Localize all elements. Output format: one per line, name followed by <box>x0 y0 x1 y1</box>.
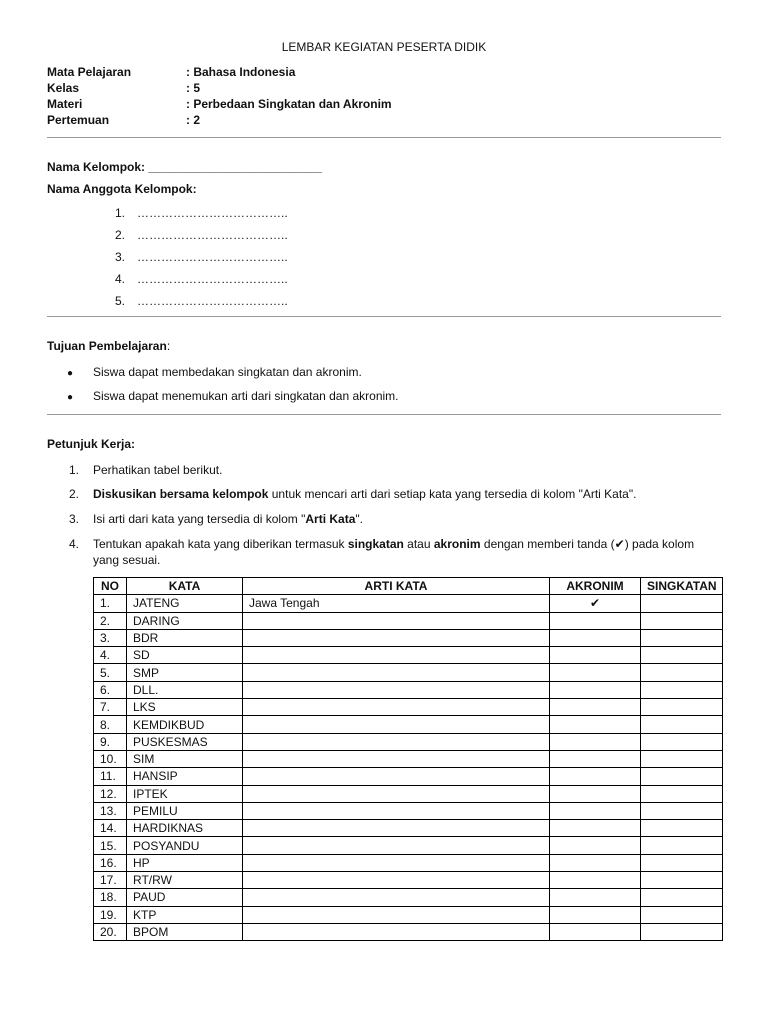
member-line <box>115 249 288 265</box>
objectives-heading-colon: : <box>166 339 171 353</box>
table-row <box>94 768 723 785</box>
table-row <box>94 872 723 889</box>
step-number: 3. <box>69 512 80 526</box>
cell-kata: BDR <box>127 629 243 646</box>
cell-kata: SD <box>127 647 243 664</box>
cell-akronim[interactable] <box>550 612 641 629</box>
cell-singkatan[interactable] <box>641 802 723 819</box>
cell-singkatan[interactable] <box>641 768 723 785</box>
cell-kata: HARDIKNAS <box>127 820 243 837</box>
cell-kata: PAUD <box>127 889 243 906</box>
cell-arti-kata[interactable] <box>243 872 550 889</box>
step-bold: Diskusikan bersama kelompok <box>93 487 269 501</box>
instructions-heading: Petunjuk Kerja: <box>47 437 136 451</box>
member-blank: ……………………………….. <box>137 272 288 286</box>
instruction-step <box>69 511 719 527</box>
worksheet-table <box>93 577 723 941</box>
instruction-step <box>69 486 719 502</box>
cell-akronim[interactable] <box>550 647 641 664</box>
step-bold: singkatan <box>347 537 404 551</box>
cell-no: 4. <box>94 647 127 664</box>
cell-kata: RT/RW <box>127 872 243 889</box>
cell-arti-kata[interactable] <box>243 906 550 923</box>
meta-label: Mata Pelajaran <box>47 65 132 79</box>
objectives-heading-text: Tujuan Pembelajaran <box>47 339 167 353</box>
cell-singkatan[interactable] <box>641 699 723 716</box>
member-blank: ……………………………….. <box>137 206 288 220</box>
cell-singkatan[interactable] <box>641 854 723 871</box>
table-row <box>94 837 723 854</box>
cell-no: 3. <box>94 629 127 646</box>
member-number: 4. <box>115 272 126 286</box>
cell-singkatan[interactable] <box>641 595 723 612</box>
cell-arti-kata[interactable] <box>243 854 550 871</box>
meta-row-material <box>47 96 392 112</box>
header-singkatan: SINGKATAN <box>641 578 723 595</box>
cell-akronim[interactable] <box>550 785 641 802</box>
table-row <box>94 923 723 940</box>
table-row <box>94 716 723 733</box>
cell-singkatan[interactable] <box>641 923 723 940</box>
instruction-step <box>69 462 719 478</box>
cell-singkatan[interactable] <box>641 906 723 923</box>
cell-akronim[interactable] <box>550 664 641 681</box>
cell-akronim[interactable] <box>550 820 641 837</box>
cell-arti-kata[interactable]: Jawa Tengah <box>243 595 550 612</box>
members-label: Nama Anggota Kelompok: <box>47 182 197 196</box>
meta-row-meeting <box>47 112 392 128</box>
table-row <box>94 629 723 646</box>
cell-singkatan[interactable] <box>641 837 723 854</box>
step-post: ". <box>355 512 363 526</box>
cell-singkatan[interactable] <box>641 664 723 681</box>
cell-singkatan[interactable] <box>641 733 723 750</box>
cell-no: 1. <box>94 595 127 612</box>
step-text: Perhatikan tabel berikut. <box>93 463 223 477</box>
cell-no: 9. <box>94 733 127 750</box>
cell-kata: DLL. <box>127 681 243 698</box>
cell-arti-kata[interactable] <box>243 733 550 750</box>
member-line <box>115 293 288 309</box>
cell-kata: JATENG <box>127 595 243 612</box>
cell-singkatan[interactable] <box>641 647 723 664</box>
cell-kata: HANSIP <box>127 768 243 785</box>
step-bold: akronim <box>433 537 481 551</box>
cell-no: 16. <box>94 854 127 871</box>
step-mid: atau <box>403 537 434 551</box>
member-blank: ……………………………….. <box>137 228 288 242</box>
step-pre: Isi arti dari kata yang tersedia di kolom " <box>93 512 306 526</box>
cell-arti-kata[interactable] <box>243 612 550 629</box>
cell-singkatan[interactable] <box>641 820 723 837</box>
step-number: 4. <box>69 537 80 551</box>
cell-arti-kata[interactable] <box>243 820 550 837</box>
divider <box>47 414 721 415</box>
table-row <box>94 854 723 871</box>
table-row <box>94 750 723 767</box>
cell-akronim[interactable] <box>550 681 641 698</box>
cell-akronim[interactable] <box>550 733 641 750</box>
cell-no: 13. <box>94 802 127 819</box>
table-row <box>94 889 723 906</box>
meta-label: Materi <box>47 97 83 111</box>
step-post: dengan memberi tanda (✔) pada kolom yang sesuai. <box>93 537 695 567</box>
cell-no: 2. <box>94 612 127 629</box>
objective-item <box>67 388 399 404</box>
table-row <box>94 733 723 750</box>
group-name-label: Nama Kelompok: __________________________ <box>47 160 322 174</box>
cell-no: 10. <box>94 750 127 767</box>
divider <box>47 137 721 138</box>
table-row <box>94 785 723 802</box>
cell-akronim[interactable] <box>550 716 641 733</box>
table-row <box>94 699 723 716</box>
meta-value: : 5 <box>186 81 201 95</box>
step-text <box>93 486 636 502</box>
table-row <box>94 906 723 923</box>
cell-kata: PEMILU <box>127 802 243 819</box>
cell-akronim[interactable] <box>550 802 641 819</box>
meta-row-subject <box>47 64 392 80</box>
cell-kata: POSYANDU <box>127 837 243 854</box>
member-line <box>115 271 288 287</box>
divider <box>47 316 721 317</box>
cell-no: 5. <box>94 664 127 681</box>
cell-kata: HP <box>127 854 243 871</box>
cell-singkatan[interactable] <box>641 872 723 889</box>
header-kata: KATA <box>127 578 243 595</box>
cell-arti-kata[interactable] <box>243 923 550 940</box>
cell-arti-kata[interactable] <box>243 647 550 664</box>
cell-kata: PUSKESMAS <box>127 733 243 750</box>
table-row <box>94 664 723 681</box>
member-line <box>115 205 288 221</box>
member-number: 1. <box>115 206 126 220</box>
member-blank: ……………………………….. <box>137 294 288 308</box>
step-number: 1. <box>69 463 80 477</box>
cell-arti-kata[interactable] <box>243 629 550 646</box>
cell-singkatan[interactable] <box>641 889 723 906</box>
member-line <box>115 227 288 243</box>
cell-akronim[interactable] <box>550 889 641 906</box>
cell-arti-kata[interactable] <box>243 768 550 785</box>
cell-akronim[interactable] <box>550 699 641 716</box>
meta-value: : Perbedaan Singkatan dan Akronim <box>186 97 392 111</box>
cell-akronim[interactable] <box>550 837 641 854</box>
instruction-step <box>69 536 704 568</box>
meta-label: Kelas <box>47 81 80 95</box>
cell-no: 12. <box>94 785 127 802</box>
cell-arti-kata[interactable] <box>243 716 550 733</box>
cell-no: 19. <box>94 906 127 923</box>
table-row <box>94 681 723 698</box>
cell-no: 11. <box>94 768 127 785</box>
cell-no: 7. <box>94 699 127 716</box>
cell-kata: SIM <box>127 750 243 767</box>
objective-item <box>67 364 362 380</box>
cell-arti-kata[interactable] <box>243 889 550 906</box>
bullet-icon: ● <box>67 368 74 379</box>
cell-singkatan[interactable] <box>641 612 723 629</box>
cell-arti-kata[interactable] <box>243 699 550 716</box>
cell-arti-kata[interactable] <box>243 785 550 802</box>
cell-akronim[interactable]: ✔ <box>550 595 641 612</box>
cell-kata: DARING <box>127 612 243 629</box>
cell-singkatan[interactable] <box>641 629 723 646</box>
cell-no: 15. <box>94 837 127 854</box>
cell-no: 20. <box>94 923 127 940</box>
member-number: 5. <box>115 294 126 308</box>
cell-akronim[interactable] <box>550 872 641 889</box>
step-pre: Tentukan apakah kata yang diberikan termasuk <box>93 537 348 551</box>
table-body <box>94 595 723 941</box>
cell-arti-kata[interactable] <box>243 802 550 819</box>
cell-singkatan[interactable] <box>641 785 723 802</box>
cell-akronim[interactable] <box>550 906 641 923</box>
header-no: NO <box>94 578 127 595</box>
cell-kata: IPTEK <box>127 785 243 802</box>
step-number: 2. <box>69 487 80 501</box>
header-akronim: AKRONIM <box>550 578 641 595</box>
cell-arti-kata[interactable] <box>243 664 550 681</box>
cell-kata: KEMDIKBUD <box>127 716 243 733</box>
meta-value: : 2 <box>186 113 201 127</box>
objectives-heading <box>47 339 170 353</box>
cell-no: 6. <box>94 681 127 698</box>
objective-text: Siswa dapat membedakan singkatan dan akronim. <box>93 365 362 379</box>
table-row <box>94 820 723 837</box>
step-text <box>93 536 704 568</box>
meta-value: : Bahasa Indonesia <box>186 65 296 79</box>
cell-arti-kata[interactable] <box>243 837 550 854</box>
cell-akronim[interactable] <box>550 854 641 871</box>
cell-no: 8. <box>94 716 127 733</box>
step-text <box>93 511 363 527</box>
bullet-icon: ● <box>67 392 74 403</box>
meta-info <box>47 64 392 128</box>
cell-kata: KTP <box>127 906 243 923</box>
table-row <box>94 647 723 664</box>
step-bold: Arti Kata <box>305 512 356 526</box>
cell-akronim[interactable] <box>550 629 641 646</box>
table-row <box>94 612 723 629</box>
cell-singkatan[interactable] <box>641 750 723 767</box>
table-row <box>94 595 723 612</box>
cell-no: 17. <box>94 872 127 889</box>
cell-akronim[interactable] <box>550 768 641 785</box>
member-number: 2. <box>115 228 126 242</box>
cell-kata: LKS <box>127 699 243 716</box>
table-row <box>94 802 723 819</box>
cell-singkatan[interactable] <box>641 681 723 698</box>
cell-akronim[interactable] <box>550 750 641 767</box>
meta-row-class <box>47 80 392 96</box>
cell-no: 14. <box>94 820 127 837</box>
header-arti-kata: ARTI KATA <box>243 578 550 595</box>
objective-text: Siswa dapat menemukan arti dari singkatan dan akronim. <box>93 389 399 403</box>
table-header-row <box>94 578 723 595</box>
member-blank: ……………………………….. <box>137 250 288 264</box>
cell-kata: SMP <box>127 664 243 681</box>
cell-no: 18. <box>94 889 127 906</box>
step-rest: untuk mencari arti dari setiap kata yang tersedia di kolom "Arti Kata". <box>268 487 637 501</box>
cell-arti-kata[interactable] <box>243 681 550 698</box>
page-title: LEMBAR KEGIATAN PESERTA DIDIK <box>281 40 487 54</box>
cell-akronim[interactable] <box>550 923 641 940</box>
member-number: 3. <box>115 250 126 264</box>
cell-arti-kata[interactable] <box>243 750 550 767</box>
cell-kata: BPOM <box>127 923 243 940</box>
cell-singkatan[interactable] <box>641 716 723 733</box>
meta-label: Pertemuan <box>47 113 110 127</box>
